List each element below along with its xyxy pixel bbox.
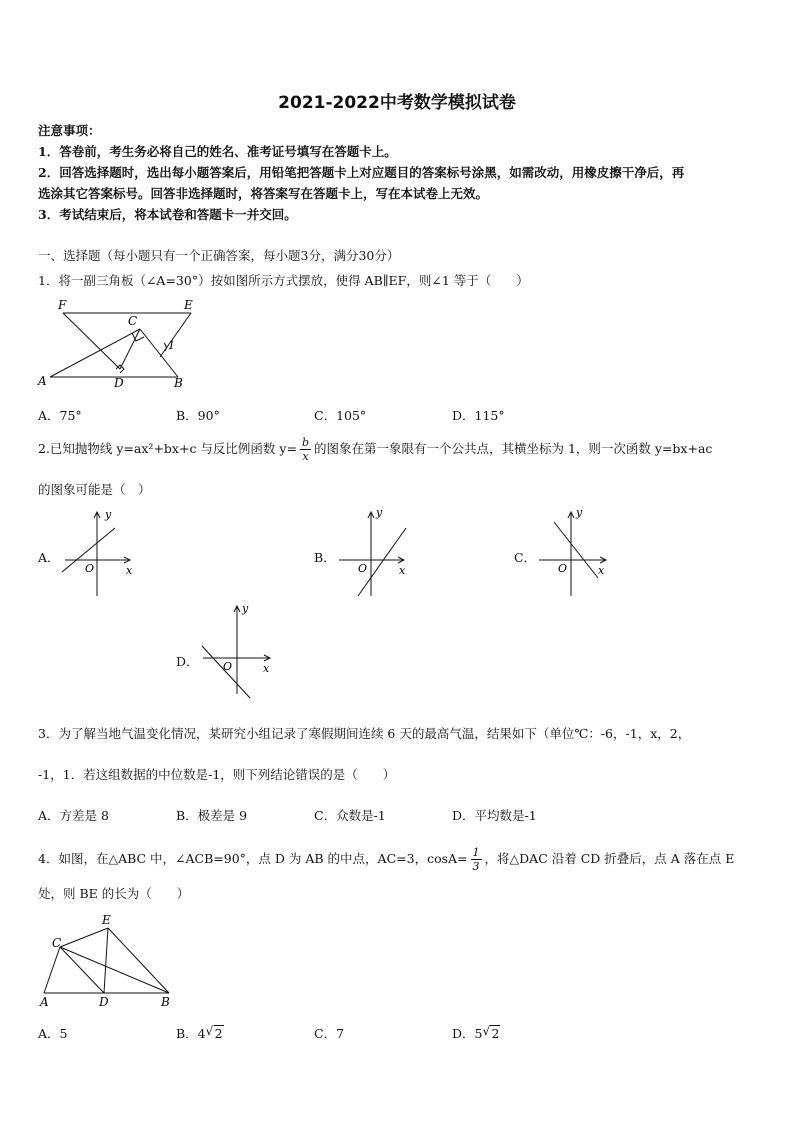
origin-label: O xyxy=(558,562,568,575)
notice-item: 选涂其它答案标号。回答非选择题时，将答案写在答题卡上，写在本试卷上无效。 xyxy=(38,186,489,201)
option-c[interactable]: C．105° xyxy=(314,408,367,423)
option-a[interactable]: A．方差是 8 xyxy=(38,808,109,823)
origin-label: O xyxy=(358,562,368,575)
notice-item: 3．考试结束后，将本试卷和答题卡一并交回。 xyxy=(38,207,297,222)
q2-fraction xyxy=(300,436,311,463)
label-B: B xyxy=(174,376,183,390)
label-E: E xyxy=(184,298,193,312)
q1-figure xyxy=(36,295,196,390)
graph-d[interactable] xyxy=(198,600,283,700)
notice-item: 2．回答选择题时，选出每小题答案后，用铅笔把答题卡上对应题目的答案标号涂黑，如需改动，用橡皮擦干净后，再 xyxy=(38,165,685,180)
label-1: 1 xyxy=(168,339,175,352)
option-d[interactable]: D．115° xyxy=(452,408,505,423)
question-4-text-2: 处，则 BE 的长为（ ） xyxy=(38,886,190,901)
fraction-numerator: b xyxy=(301,436,309,449)
section-heading: 一、选择题（每小题只有一个正确答案，每小题3分，满分30分） xyxy=(38,248,400,263)
label-F: F xyxy=(58,298,67,312)
question-3-text-2: -1，1．若这组数据的中位数是-1，则下列结论错误的是（ ） xyxy=(38,767,396,782)
graph-c[interactable] xyxy=(534,506,619,601)
x-axis-label: x xyxy=(263,662,270,675)
q4-fraction xyxy=(471,846,482,873)
q4-text-b: ，将△DAC 沿着 CD 折叠后，点 A 落在点 E xyxy=(484,851,735,866)
option-d-label: D．5 xyxy=(452,1026,483,1041)
label-B: B xyxy=(161,995,170,1009)
y-axis-label: y xyxy=(105,508,112,521)
x-axis-label: x xyxy=(399,564,406,577)
notice-item: 1．答卷前，考生务必将自己的姓名、准考证号填写在答题卡上。 xyxy=(38,144,397,159)
label-C: C xyxy=(52,936,62,950)
option-d[interactable]: D． xyxy=(176,654,199,669)
question-2-text-c: 的图象可能是（ ） xyxy=(38,482,151,497)
q2-text-b: 的图象在第一象限有一个公共点，其横坐标为 1，则一次函数 y=bx+ac xyxy=(313,441,713,456)
y-axis-label: y xyxy=(376,506,383,519)
option-b-label: B．4 xyxy=(176,1026,206,1041)
x-axis-label: x xyxy=(598,564,605,577)
option-c[interactable]: C．7 xyxy=(314,1026,345,1041)
fraction-denominator: 3 xyxy=(472,860,480,873)
fraction-denominator: x xyxy=(302,450,309,463)
graph-b[interactable] xyxy=(334,506,419,601)
q4-figure xyxy=(36,910,181,1010)
label-E: E xyxy=(102,913,111,927)
option-d[interactable]: D．平均数是-1 xyxy=(452,808,537,823)
question-4-text xyxy=(38,846,734,873)
option-b[interactable]: B．极差是 9 xyxy=(176,808,248,823)
y-axis-label: y xyxy=(576,506,583,519)
option-a[interactable]: A． xyxy=(38,550,60,565)
option-b[interactable]: B．90° xyxy=(176,408,220,423)
option-a[interactable]: A．75° xyxy=(38,408,82,423)
notice-heading: 注意事项： xyxy=(38,123,101,138)
fraction-numerator: 1 xyxy=(472,846,480,859)
option-c[interactable]: C．众数是-1 xyxy=(314,808,386,823)
y-axis-label: y xyxy=(242,602,249,615)
page-title: 2021-2022中考数学模拟试卷 xyxy=(278,93,516,113)
option-c[interactable]: C． xyxy=(514,550,537,565)
question-2-text xyxy=(38,436,712,463)
label-A: A xyxy=(38,374,47,388)
option-b[interactable] xyxy=(176,1024,224,1042)
q2-text-a: 2.已知抛物线 y=ax²+bx+c 与反比例函数 y= xyxy=(38,441,297,456)
graph-a[interactable] xyxy=(60,506,145,601)
origin-label: O xyxy=(85,562,95,575)
question-1-text: 1．将一副三角板（∠A=30°）按如图所示方式摆放，使得 AB∥EF，则∠1 等于（ ） xyxy=(38,273,529,288)
q4-text-a: 4．如图，在△ABC 中，∠ACB=90°，点 D 为 AB 的中点，AC=3，cosA= xyxy=(38,851,468,866)
sqrt-symbol: √ 2 xyxy=(490,1025,500,1041)
label-A: A xyxy=(40,995,49,1009)
label-D: D xyxy=(99,995,109,1009)
option-b[interactable]: B． xyxy=(314,550,336,565)
option-d[interactable] xyxy=(452,1024,500,1042)
option-a[interactable]: A．5 xyxy=(38,1026,68,1041)
label-C: C xyxy=(128,314,138,328)
x-axis-label: x xyxy=(126,564,133,577)
sqrt-symbol: √ 2 xyxy=(214,1025,224,1041)
origin-label: O xyxy=(223,660,233,673)
label-D: D xyxy=(114,376,124,390)
question-3-text: 3．为了解当地气温变化情况，某研究小组记录了寒假期间连续 6 天的最高气温，结果如下（单位℃：-6，-1，x，2， xyxy=(38,726,691,741)
